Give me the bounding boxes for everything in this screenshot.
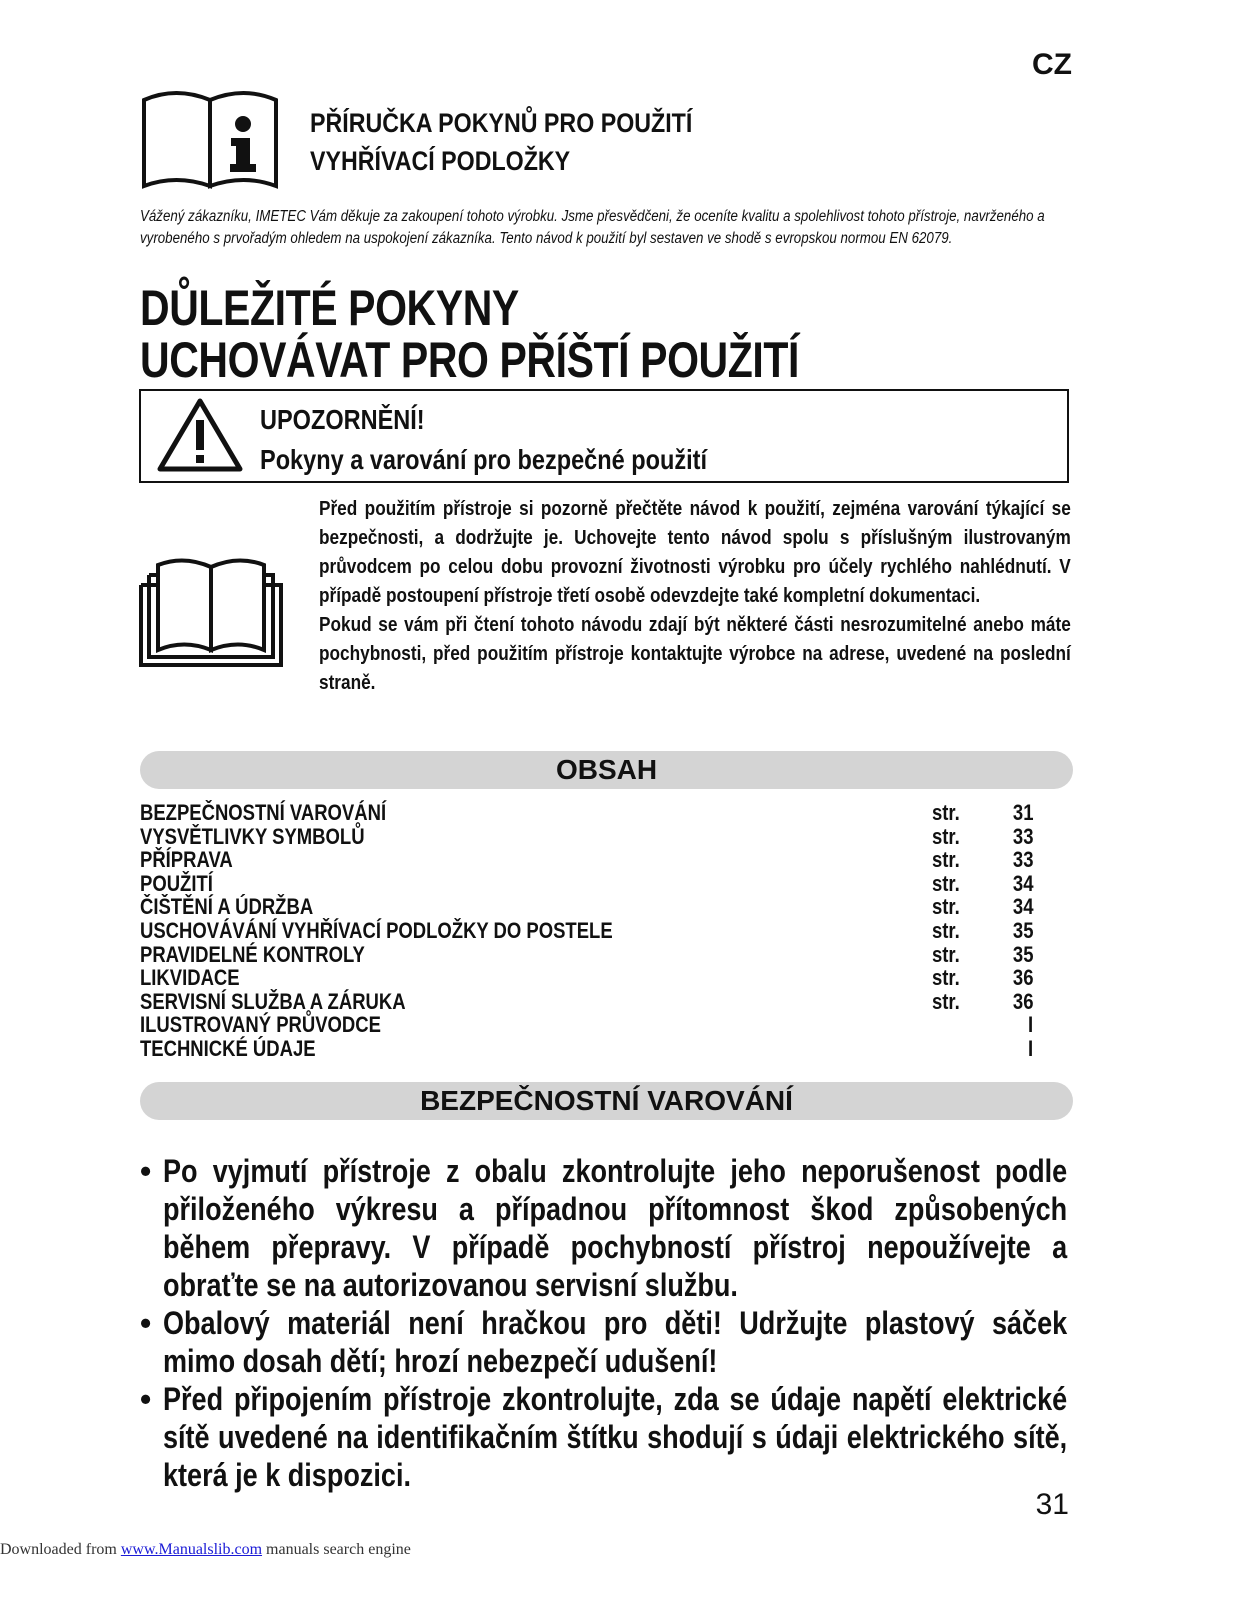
- toc-item-str: str.: [932, 800, 960, 825]
- toc-item-str: str.: [932, 847, 960, 873]
- toc-item-str: str.: [932, 894, 960, 920]
- bullet-dot: •: [140, 1305, 152, 1341]
- read-instructions-p2: Pokud se vám při čtení tohoto návodu zdají být některé části nesrozumitelné anebo máte pochybnosti, před použitím přístroje kontaktujte výrobce na adrese, uvedené na poslední straně.: [319, 613, 1071, 694]
- safety-bullet-text: Před připojením přístroje zkontrolujte, zda se údaje napětí elektrické sítě uvedené na identifikačním štítku shodují s údaji elektrického sítě, která je k dispozici.: [163, 1381, 1068, 1493]
- toc-item-page: 34: [1012, 894, 1033, 920]
- toc-item-page: 35: [1012, 917, 1033, 943]
- toc-item-page: 35: [1012, 941, 1033, 967]
- footer-link[interactable]: www.Manualslib.com: [120, 1541, 263, 1558]
- warning-title: UPOZORNĚNÍ!: [260, 404, 425, 435]
- manual-title-line2: VYHŘÍVACÍ PODLOŽKY: [310, 146, 571, 176]
- safety-bullet: [140, 1152, 1070, 1304]
- toc-item-title: ČIŠTĚNÍ A ÚDRŽBA: [140, 894, 314, 920]
- toc-item-title: VYSVĚTLIVKY SYMBOLŮ: [140, 823, 365, 849]
- toc-row: [140, 848, 1033, 872]
- toc-item-page: 31: [1012, 800, 1033, 825]
- footer-prefix: Downloaded from: [0, 1541, 121, 1558]
- language-code: CZ: [1032, 48, 1072, 81]
- toc-item-title: LIKVIDACE: [140, 965, 240, 991]
- toc-item-title: PŘÍPRAVA: [140, 847, 233, 873]
- toc-row: [140, 895, 1033, 919]
- important-heading: [140, 282, 799, 386]
- toc-item-page: I: [1027, 1035, 1033, 1061]
- toc-item-title: TECHNICKÉ ÚDAJE: [140, 1035, 316, 1061]
- toc-item-page: 33: [1012, 847, 1033, 873]
- toc-item-str: str.: [932, 941, 960, 967]
- page-number: 31: [1035, 1488, 1069, 1521]
- toc-item-str: str.: [932, 870, 960, 896]
- toc-row: [140, 801, 1033, 825]
- footer-suffix: manuals search engine: [262, 1541, 411, 1558]
- safety-bullet: [140, 1304, 1070, 1380]
- important-heading-line1: DŮLEŽITÉ POKYNY: [140, 280, 519, 336]
- toc-row: [140, 1037, 1033, 1061]
- toc-item-page: I: [1027, 1012, 1033, 1038]
- toc-row: [140, 966, 1033, 990]
- toc-item-page: 36: [1012, 988, 1033, 1014]
- intro-paragraph: Vážený zákazníku, IMETEC Vám děkuje za zakoupení tohoto výrobku. Jsme přesvědčeni, že oceníte kvalitu a spolehlivost tohoto přístroje, navrženého a vyrobeného s prvořadým ohledem na uspokojení zákazníka. Tento návod k použití byl sestaven ve shodě s evropskou normou EN 62079.: [140, 208, 1045, 247]
- toc-row: [140, 943, 1033, 967]
- warning-subtitle: Pokyny a varování pro bezpečné použití: [260, 444, 707, 475]
- safety-heading: BEZPEČNOSTNÍ VAROVÁNÍ: [140, 1082, 1073, 1120]
- download-footer: [0, 1541, 411, 1559]
- toc-row: [140, 919, 1033, 943]
- toc-item-page: 36: [1012, 965, 1033, 991]
- safety-bullet: [140, 1380, 1070, 1494]
- toc-item-title: BEZPEČNOSTNÍ VAROVÁNÍ: [140, 800, 387, 825]
- toc-item-str: str.: [932, 965, 960, 991]
- read-instructions-text: [319, 494, 1071, 697]
- safety-bullet-text: Po vyjmutí přístroje z obalu zkontrolujte jeho neporušenost podle přiloženého výkresu a případnou přítomnost škod způsobených během přepravy. V případě pochybností přístroj nepoužívejte a obraťte se na autorizovanou servisní službu.: [163, 1153, 1068, 1303]
- toc-item-str: str.: [932, 988, 960, 1014]
- warning-triangle-icon: [156, 396, 244, 474]
- toc-item-title: ILUSTROVANÝ PRŮVODCE: [140, 1012, 381, 1038]
- bullet-dot: •: [140, 1153, 152, 1189]
- safety-list: [140, 1152, 1070, 1494]
- safety-bullet-text: Obalový materiál není hračkou pro děti! Udržujte plastový sáček mimo dosah dětí; hrozí nebezpečí udušení!: [163, 1305, 1068, 1379]
- toc-item-page: 34: [1012, 870, 1033, 896]
- toc-item-title: SERVISNÍ SLUŽBA A ZÁRUKA: [140, 988, 406, 1014]
- toc-item-str: str.: [932, 823, 960, 849]
- toc-item-title: POUŽITÍ: [140, 870, 213, 896]
- toc-item-title: PRAVIDELNÉ KONTROLY: [140, 941, 365, 967]
- toc-row: [140, 990, 1033, 1014]
- info-book-icon: [140, 88, 280, 190]
- manual-title: [310, 104, 692, 180]
- toc-heading: OBSAH: [140, 751, 1073, 789]
- table-of-contents: [140, 801, 1033, 1061]
- manual-title-line1: PŘÍRUČKA POKYNŮ PRO POUŽITÍ: [310, 108, 693, 138]
- warning-text: [260, 400, 707, 480]
- open-manual-icon: [138, 555, 284, 670]
- bullet-dot: •: [140, 1381, 152, 1417]
- read-instructions-p1: Před použitím přístroje si pozorně přečtěte návod k použití, zejména varování týkající se bezpečnosti, a dodržujte je. Uchovejte tento návod spolu s příslušným ilustrovaným průvodcem po celou dobu provozní životnosti výrobku pro účely rychlého nahlédnutí. V případě postoupení přístroje třetí osobě odevzdejte také kompletní dokumentaci.: [319, 497, 1071, 607]
- toc-row: [140, 1013, 1033, 1037]
- toc-item-title: USCHOVÁVÁNÍ VYHŘÍVACÍ PODLOŽKY DO POSTELE: [140, 917, 613, 943]
- toc-row: [140, 872, 1033, 896]
- toc-item-str: str.: [932, 917, 960, 943]
- toc-row: [140, 825, 1033, 849]
- important-heading-line2: UCHOVÁVAT PRO PŘÍŠTÍ POUŽITÍ: [140, 332, 799, 388]
- toc-item-page: 33: [1012, 823, 1033, 849]
